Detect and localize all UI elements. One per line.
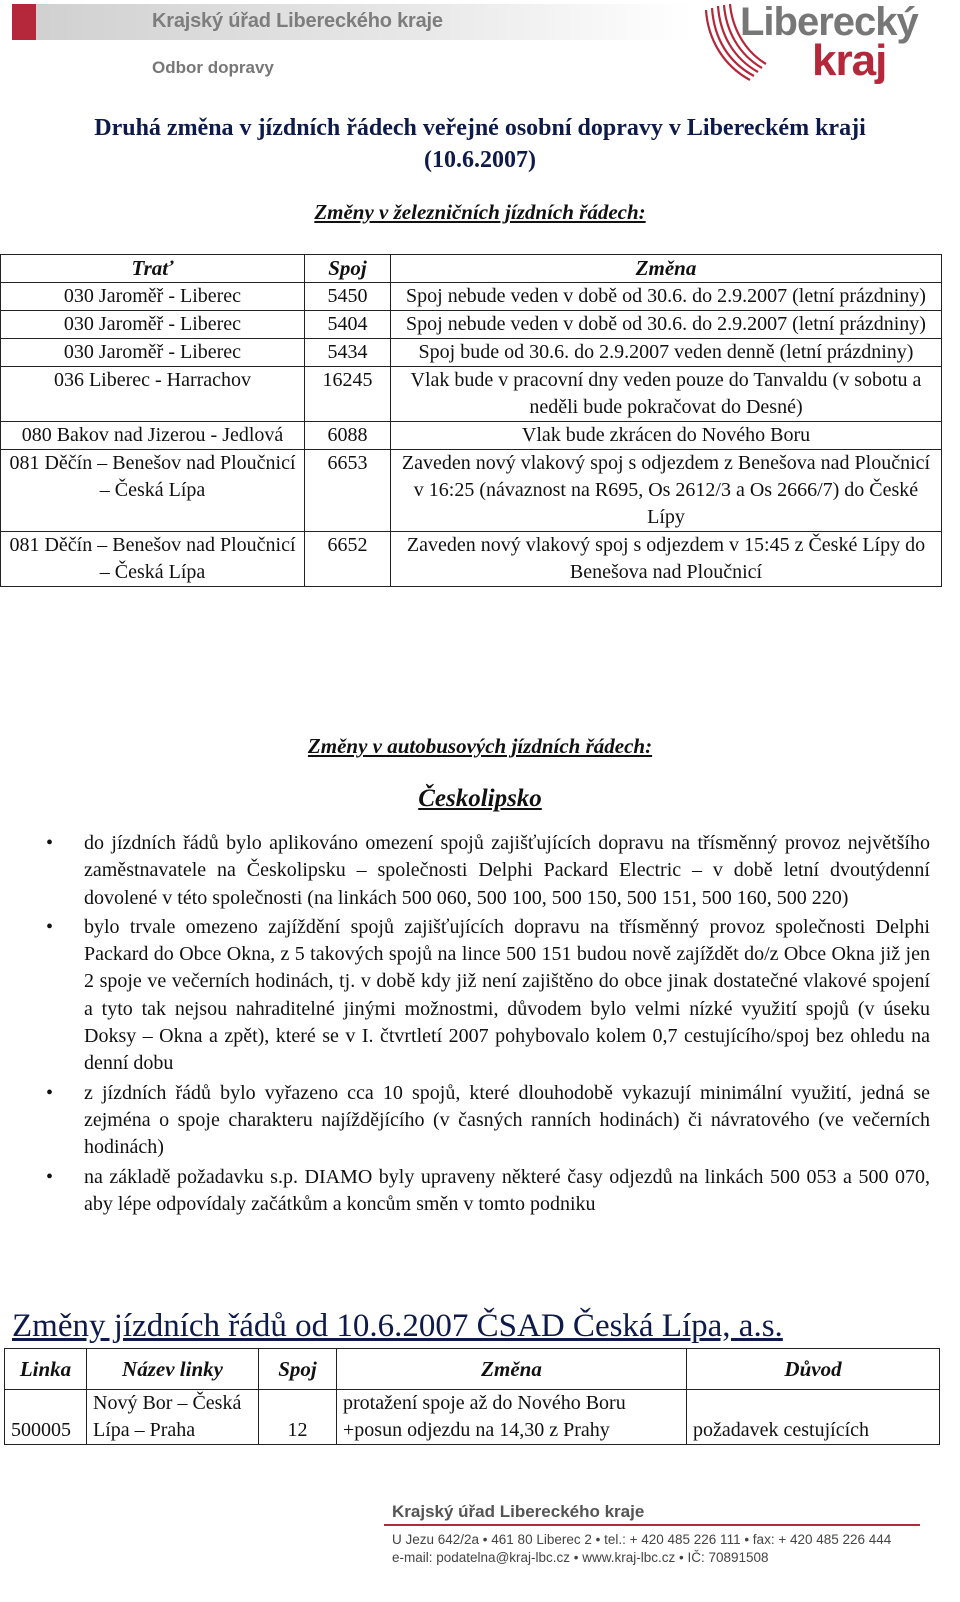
csad-changes-table [4,1348,940,1445]
footer-contact: e-mail: podatelna@kraj-lbc.cz • www.kraj-lbc.cz • IČ: 70891508 [392,1550,769,1565]
cell-trat: 030 Jaroměř - Liberec [1,283,305,311]
cell-linka: 500005 [5,1390,87,1445]
cell-spoj: 5404 [305,311,391,339]
rail-changes-heading: Změny v železničních jízdních řádech: [314,200,646,224]
footer-divider [384,1524,920,1526]
column-header-nazev-linky: Název linky [87,1349,259,1390]
column-header-zmena: Změna [391,255,942,283]
list-item: • z jízdních řádů bylo vyřazeno cca 10 spojů, které dlouhodobě vykazují minimální využití, jedná se zejména o spoje charakteru najíždějícího (v časných ranních hodinách) či návratového (ve večerních hodinách) [46,1081,930,1159]
cell-spoj: 6652 [305,532,391,587]
cell-zmena: Vlak bude zkrácen do Nového Boru [391,422,942,450]
rail-changes-table [0,254,942,587]
cell-zmena: Spoj nebude veden v době od 30.6. do 2.9.2007 (letní prázdniny) [391,311,942,339]
cell-spoj: 5434 [305,339,391,367]
column-header-trat: Trať [1,255,305,283]
cell-duvod: požadavek cestujících [687,1390,940,1445]
cell-zmena: Vlak bude v pracovní dny veden pouze do Tanvaldu (v sobotu a neděli bude pokračovat do Desné) [391,367,942,422]
cell-nazev-linky: Nový Bor – Česká Lípa – Praha [87,1390,259,1445]
cell-trat: 080 Bakov nad Jizerou - Jedlová [1,422,305,450]
cell-spoj: 6653 [305,450,391,532]
cell-spoj: 5450 [305,283,391,311]
table-row [1,283,942,311]
footer-address: U Jezu 642/2a • 461 80 Liberec 2 • tel.: + 420 485 226 111 • fax: + 420 485 226 444 [392,1532,892,1547]
bullet-icon: • [46,1081,54,1104]
table-header-row [1,255,942,283]
cell-zmena: Spoj nebude veden v době od 30.6. do 2.9.2007 (letní prázdniny) [391,283,942,311]
table-row [5,1390,940,1445]
logo-text-liberecky: Liberecký [740,0,918,44]
column-header-spoj: Spoj [259,1349,337,1390]
column-header-spoj: Spoj [305,255,391,283]
cell-zmena: Zaveden nový vlakový spoj s odjezdem v 15:45 z České Lípy do Benešova nad Ploučnicí [391,532,942,587]
logo-text-kraj: kraj [812,36,887,85]
bullet-icon: • [46,915,54,938]
table-row [1,532,942,587]
table-row [1,422,942,450]
cell-spoj: 16245 [305,367,391,422]
cell-trat: 081 Děčín – Benešov nad Ploučnicí – Česká Lípa [1,450,305,532]
csad-heading: Změny jízdních řádů od 10.6.2007 ČSAD Česká Lípa, a.s. [12,1308,783,1344]
cell-spoj: 6088 [305,422,391,450]
table-header-row [5,1349,940,1390]
bullet-list [40,830,930,1220]
column-header-duvod: Důvod [687,1349,940,1390]
column-header-zmena: Změna [337,1349,687,1390]
table-row [1,311,942,339]
bullet-icon: • [46,1165,54,1188]
cell-trat: 036 Liberec - Harrachov [1,367,305,422]
cell-zmena: Zaveden nový vlakový spoj s odjezdem z Benešova nad Ploučnicí v 16:25 (návaznost na R695, Os 2612/3 a Os 2666/7) do České Lípy [391,450,942,532]
cell-trat: 030 Jaroměř - Liberec [1,339,305,367]
footer-organization: Krajský úřad Libereckého kraje [392,1502,645,1521]
table-row [1,367,942,422]
cell-trat: 081 Děčín – Benešov nad Ploučnicí – Česká Lípa [1,532,305,587]
bus-changes-heading: Změny v autobusových jízdních řádech: [307,734,653,758]
header-accent-bar [12,4,36,40]
header-department: Odbor dopravy [152,58,274,77]
list-item: • bylo trvale omezeno zajíždění spojů zajišťujících dopravu na třísměnný provoz společnosti Delphi Packard do Obce Okna, z 5 takových spojů na lince 500 151 budou nově zajíždět do/z Obce Okna již jen 2 spoje ve večerních hodinách, tj. v době kdy již není zajištěno do obce jinak dostatečné vlakové spojení a tyto tak nejsou nahraditelné jinými možnostmi, důvodem bylo velmi nízké využití spojů (v úseku Doksy – Okna a zpět), které se v I. čtvrtletí 2007 pohybovalo kolem 0,7 cestujícího/spoj bez ohledu na denní dobu [46,915,930,1075]
document-title: Druhá změna v jízdních řádech veřejné osobní dopravy v Libereckém kraji (10.6.2007) [94,115,866,173]
column-header-linka: Linka [5,1349,87,1390]
table-row [1,339,942,367]
cell-zmena: protažení spoje až do Nového Boru +posun odjezdu na 14,30 z Prahy [337,1390,687,1445]
cell-spoj: 12 [259,1390,337,1445]
bullet-icon: • [46,832,54,854]
cell-trat: 030 Jaroměř - Liberec [1,311,305,339]
list-item: • do jízdních řádů bylo aplikováno omezení spojů zajišťujících dopravu na třísměnný provoz největšího zaměstnavatele na Českolipsku – společnosti Delphi Packard Electric – v době letní dvoutýdenní dovolené v této společnosti (na linkách 500 060, 500 100, 500 150, 500 151, 500 160, 500 220) [46,832,930,909]
cell-zmena: Spoj bude od 30.6. do 2.9.2007 veden denně (letní prázdniny) [391,339,942,367]
table-row [1,450,942,532]
header-organization: Krajský úřad Libereckého kraje [152,10,443,32]
list-item: • na základě požadavku s.p. DIAMO byly upraveny některé časy odjezdů na linkách 500 053 a 500 070, aby lépe odpovídaly začátkům a koncům směn v tomto podniku [46,1165,930,1215]
region-heading: Českolipsko [418,785,542,812]
